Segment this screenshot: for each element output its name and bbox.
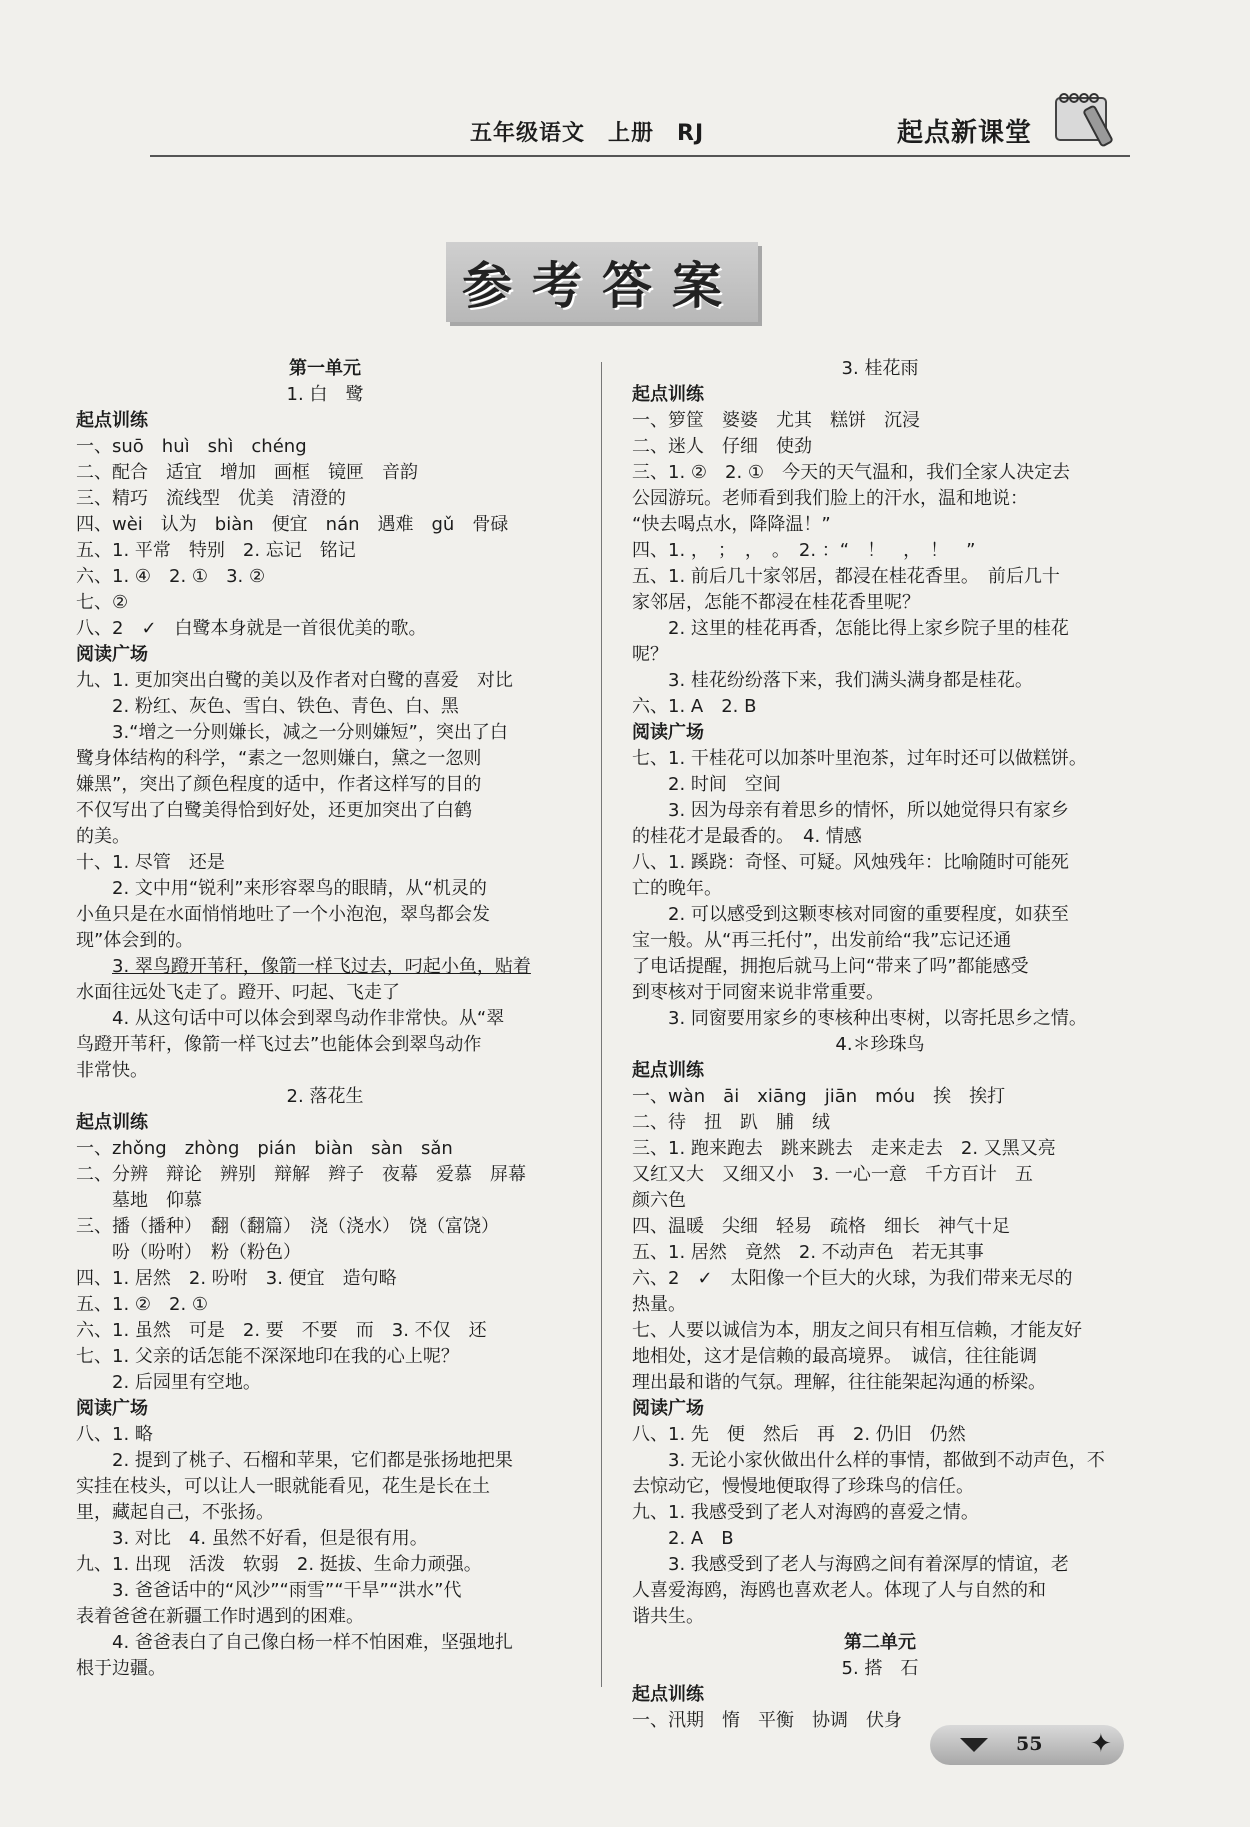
answer-line: 的美。: [76, 826, 130, 847]
answer-line: 非常快。: [76, 1060, 148, 1081]
lesson-title: 1. 白 鹭: [286, 384, 364, 405]
lesson-title: 第二单元: [844, 1632, 916, 1653]
section-heading: 阅读广场: [76, 644, 148, 665]
answer-line: 二、迷人 仔细 使劲: [632, 436, 812, 457]
answer-line: 去惊动它，慢慢地便取得了珍珠鸟的信任。: [632, 1476, 974, 1497]
answer-line: 宝一般。从“再三托付”，出发前给“我”忘记还通: [632, 930, 1012, 951]
right-column: [632, 356, 1128, 1734]
answer-line: 了电话提醒，拥抱后就马上问“带来了吗”都能感受: [632, 956, 1029, 977]
answer-line: 2. 时间 空间: [668, 774, 781, 795]
answer-line: 八、2 ✓ 白鹭本身就是一首很优美的歌。: [76, 618, 427, 639]
arrow-down-icon: [960, 1738, 988, 1752]
answer-line: 2. 这里的桂花再香，怎能比得上家乡院子里的桂花: [668, 618, 1069, 639]
section-heading: 起点训练: [632, 1684, 704, 1705]
answer-line: 3. 我感受到了老人与海鸥之间有着深厚的情谊，老: [668, 1554, 1069, 1575]
book-grade-label: 五年级语文 上册 RJ: [470, 121, 705, 146]
brand-name: 起点新课堂: [897, 118, 1033, 148]
lesson-title: 5. 搭 石: [841, 1658, 919, 1679]
answer-line: 2. A B: [668, 1528, 734, 1549]
answer-line: 2. 提到了桃子、石榴和苹果，它们都是张扬地把果: [112, 1450, 513, 1471]
answer-line: 表着爸爸在新疆工作时遇到的困难。: [76, 1606, 364, 1627]
answer-line: 五、1. 居然 竟然 2. 不动声色 若无其事: [632, 1242, 984, 1263]
answer-line: 谐共生。: [632, 1606, 704, 1627]
lesson-title: 4.＊珍珠鸟: [835, 1034, 925, 1055]
answer-line: 四、wèi 认为 biàn 便宜 nán 遇难 gǔ 骨碌: [76, 514, 509, 535]
answer-line: 五、1. 前后几十家邻居，都浸在桂花香里。 前后几十: [632, 566, 1060, 587]
answer-line: 实挂在枝头，可以让人一眼就能看见，花生是长在土: [76, 1476, 490, 1497]
column-divider: [601, 362, 602, 1687]
answer-line: 4. 从这句话中可以体会到翠鸟动作非常快。从“翠: [112, 1008, 505, 1029]
answer-line: 根于边疆。: [76, 1658, 166, 1679]
page-number: 55: [1016, 1733, 1043, 1755]
section-heading: 起点训练: [632, 1060, 704, 1081]
section-heading: 起点训练: [76, 1112, 148, 1133]
answer-line: 地相处，这才是信赖的最高境界。 诚信，往往能调: [632, 1346, 1037, 1367]
lesson-title: 2. 落花生: [286, 1086, 364, 1107]
answer-line: 人喜爱海鸥，海鸥也喜欢老人。体现了人与自然的和: [632, 1580, 1046, 1601]
answer-line: 六、1. 虽然 可是 2. 要 不要 而 3. 不仅 还: [76, 1320, 487, 1341]
answer-line: 嫌黑”，突出了颜色程度的适中，作者这样写的目的: [76, 774, 482, 795]
answer-line: 3. 桂花纷纷落下来，我们满头满身都是桂花。: [668, 670, 1033, 691]
answer-line: 一、汛期 惰 平衡 协调 伏身: [632, 1710, 902, 1731]
answer-line: 又红又大 又细又小 3. 一心一意 千方百计 五: [632, 1164, 1033, 1185]
answer-line: 到枣核对于同窗来说非常重要。: [632, 982, 884, 1003]
answer-line: 吩（吩咐） 粉（粉色）: [112, 1242, 301, 1263]
notebook-pencil-icon: [1048, 88, 1128, 152]
answer-line: 八、1. 略: [76, 1424, 153, 1445]
answer-line: 七、1. 干桂花可以加茶叶里泡茶，过年时还可以做糕饼。: [632, 748, 1087, 769]
section-heading: 起点训练: [632, 384, 704, 405]
answer-line: 七、人要以诚信为本，朋友之间只有相互信赖，才能友好: [632, 1320, 1082, 1341]
answer-line: 二、分辨 辩论 辨别 辩解 辫子 夜幕 爱慕 屏幕: [76, 1164, 526, 1185]
answer-line: 2. 后园里有空地。: [112, 1372, 261, 1393]
answer-line: 亡的晚年。: [632, 878, 722, 899]
sparkle-icon: ✦: [1090, 1729, 1112, 1759]
answer-line: 公园游玩。老师看到我们脸上的汗水，温和地说：: [632, 488, 1028, 509]
answer-line: 六、2 ✓ 太阳像一个巨大的火球，为我们带来无尽的: [632, 1268, 1073, 1289]
section-heading: 阅读广场: [632, 1398, 704, 1419]
answer-line: 四、1. ， ； ， 。 2. ：“ ！ ， ！ ”: [632, 540, 976, 561]
answer-line: 家邻居，怎能不都浸在桂花香里呢？: [632, 592, 920, 613]
answer-line: 现”体会到的。: [76, 930, 194, 951]
answer-line: 呢？: [632, 644, 668, 665]
answer-line: 三、1. 跑来跑去 跳来跳去 走来走去 2. 又黑又亮: [632, 1138, 1056, 1159]
answer-line: 3. 爸爸话中的“风沙”“雨雪”“干旱”“洪水”代: [112, 1580, 462, 1601]
answer-line: 水面往远处飞走了。蹬开、叼起、飞走了: [76, 982, 400, 1003]
answer-line: 三、精巧 流线型 优美 清澄的: [76, 488, 346, 509]
answer-line: 热量。: [632, 1294, 686, 1315]
answer-line: 4. 爸爸表白了自己像白杨一样不怕困难，坚强地扎: [112, 1632, 513, 1653]
answer-line: 四、温暖 尖细 轻易 疏格 细长 神气十足: [632, 1216, 1010, 1237]
answer-line: 2. 粉红、灰色、雪白、铁色、青色、白、黑: [112, 696, 459, 717]
section-heading: 阅读广场: [76, 1398, 148, 1419]
answer-line: 2. 文中用“锐利”来形容翠鸟的眼睛，从“机灵的: [112, 878, 487, 899]
answer-line: “快去喝点水，降降温！”: [632, 514, 831, 535]
answer-line: 十、1. 尽管 还是: [76, 852, 225, 873]
answer-line: 3.“增之一分则嫌长，减之一分则嫌短”，突出了白: [112, 722, 508, 743]
answer-line: 的桂花才是最香的。 4. 情感: [632, 826, 862, 847]
answer-line: 一、箩筐 婆婆 尤其 糕饼 沉浸: [632, 410, 920, 431]
header-rule: [150, 155, 1130, 157]
answer-line: 九、1. 出现 活泼 软弱 2. 挺拔、生命力顽强。: [76, 1554, 482, 1575]
left-column: [76, 356, 574, 1682]
answer-line: 3. 因为母亲有着思乡的情怀，所以她觉得只有家乡: [668, 800, 1069, 821]
answer-line: 三、1. ② 2. ① 今天的天气温和，我们全家人决定去: [632, 462, 1071, 483]
lesson-title: 3. 桂花雨: [841, 358, 919, 379]
section-heading: 起点训练: [76, 410, 148, 431]
answer-line: 小鱼只是在水面悄悄地吐了一个小泡泡，翠鸟都会发: [76, 904, 490, 925]
answer-line: 3. 对比 4. 虽然不好看，但是很有用。: [112, 1528, 428, 1549]
answer-line: 墓地 仰慕: [112, 1190, 202, 1211]
lesson-title: 第一单元: [289, 358, 361, 379]
answer-line: 鸟蹬开苇秆，像箭一样飞过去”也能体会到翠鸟动作: [76, 1034, 482, 1055]
answer-line: 3. 同窗要用家乡的枣核种出枣树，以寄托思乡之情。: [668, 1008, 1087, 1029]
answer-line: 二、待 扭 趴 脯 绒: [632, 1112, 830, 1133]
answer-line: 六、1. ④ 2. ① 3. ②: [76, 566, 266, 587]
answer-line: 八、1. 蹊跷：奇怪、可疑。风烛残年：比喻随时可能死: [632, 852, 1069, 873]
answer-line: 五、1. 平常 特别 2. 忘记 铭记: [76, 540, 356, 561]
answer-line: 九、1. 更加突出白鹭的美以及作者对白鹭的喜爱 对比: [76, 670, 513, 691]
answer-line: 七、1. 父亲的话怎能不深深地印在我的心上呢？: [76, 1346, 459, 1367]
answer-line: 七、②: [76, 592, 129, 613]
answer-line: 二、配合 适宜 增加 画框 镜匣 音韵: [76, 462, 418, 483]
answer-line: 一、zhǒng zhòng pián biàn sàn sǎn: [76, 1138, 453, 1159]
answer-line: 理出最和谐的气氛。理解，往往能架起沟通的桥梁。: [632, 1372, 1046, 1393]
answer-line: 五、1. ② 2. ①: [76, 1294, 209, 1315]
answer-line: 颜六色: [632, 1190, 686, 1211]
answer-line: 3. 无论小家伙做出什么样的事情，都做到不动声色，不: [668, 1450, 1105, 1471]
section-heading: 阅读广场: [632, 722, 704, 743]
answer-line: 2. 可以感受到这颗枣核对同窗的重要程度，如获至: [668, 904, 1069, 925]
answer-line: 里，藏起自己，不张扬。: [76, 1502, 274, 1523]
answer-key-title: 参考答案: [446, 242, 758, 322]
answer-line: 不仅写出了白鹭美得恰到好处，还更加突出了白鹤: [76, 800, 472, 821]
answer-line: 3. 翠鸟蹬开苇秆，像箭一样飞过去，叼起小鱼，贴着: [112, 956, 531, 977]
answer-line: 六、1. A 2. B: [632, 696, 757, 717]
answer-line: 鹭身体结构的科学，“素之一忽则嫌白，黛之一忽则: [76, 748, 482, 769]
answer-line: 八、1. 先 便 然后 再 2. 仍旧 仍然: [632, 1424, 966, 1445]
page-number-tab: [930, 1725, 1124, 1765]
answer-line: 三、播（播种） 翻（翻篇） 浇（浇水） 饶（富饶）: [76, 1216, 499, 1237]
answer-line: 一、wàn āi xiāng jiān móu 挨 挨打: [632, 1086, 1006, 1107]
answer-line: 四、1. 居然 2. 吩咐 3. 便宜 造句略: [76, 1268, 397, 1289]
answer-line: 一、suō huì shì chéng: [76, 436, 307, 457]
answer-line: 九、1. 我感受到了老人对海鸥的喜爱之情。: [632, 1502, 979, 1523]
